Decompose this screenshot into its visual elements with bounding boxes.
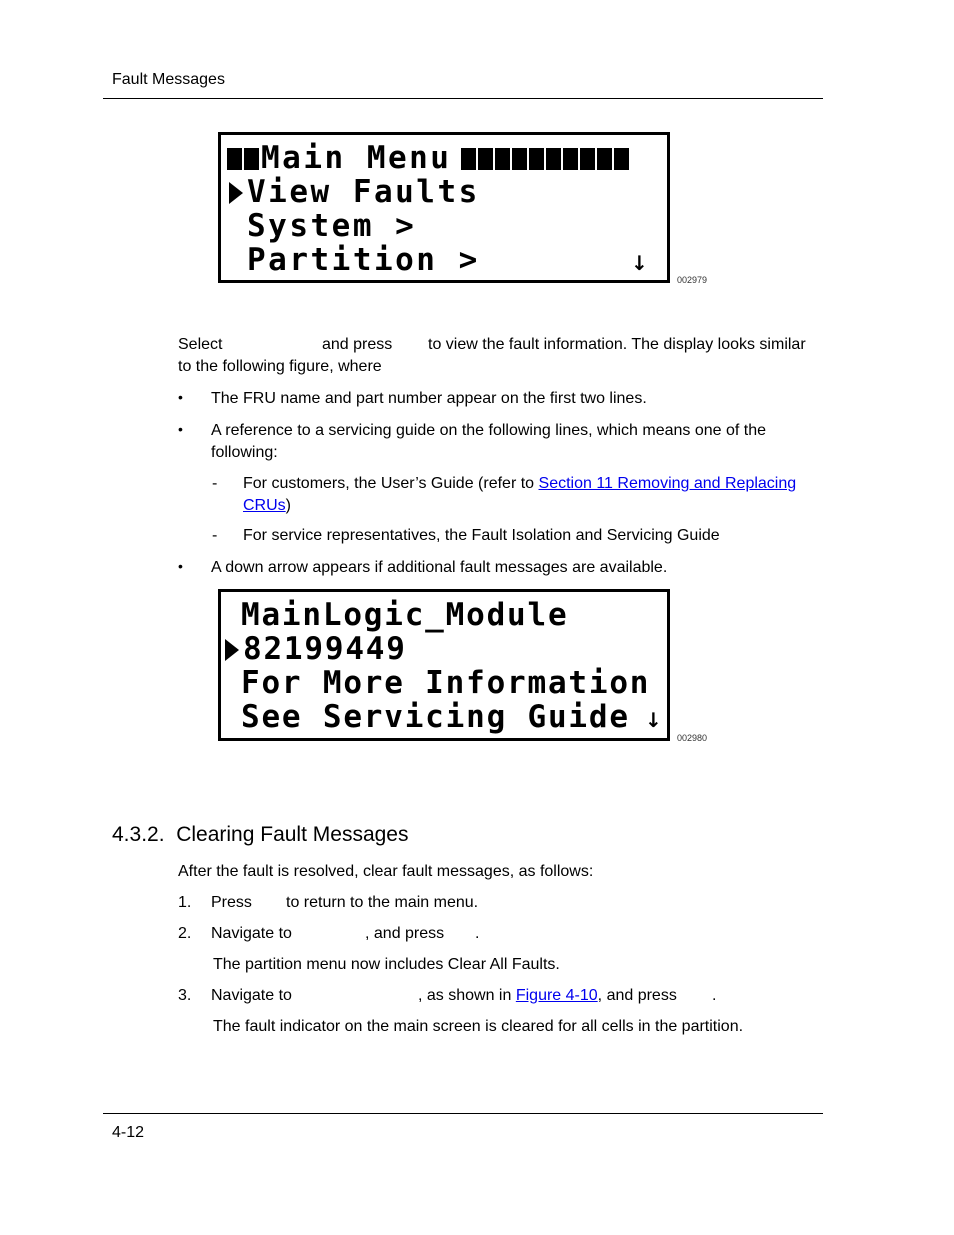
lcd-line-4: Partition > (247, 242, 480, 278)
down-arrow-icon: ↓ (631, 251, 648, 275)
lcd-main-menu-figure (218, 132, 670, 283)
step-2-text-a: Navigate to (211, 925, 292, 942)
figure-id: 002980 (677, 733, 708, 743)
sub-bullet-1-line2 (243, 495, 291, 517)
bullet-dot: • (178, 558, 183, 574)
section-11-link[interactable]: Section 11 Removing and Replacing (538, 475, 797, 492)
lcd-line-3: System > (247, 208, 417, 244)
step-3-as-shown: , as shown in (418, 987, 512, 1004)
bullet-dot: • (178, 389, 183, 405)
figure-id: 002979 (677, 275, 708, 285)
para-and-press: and press (322, 336, 393, 353)
lcd-block-icon (227, 148, 242, 170)
lcd-view-faults: View Faults (247, 174, 480, 210)
para-rest: to view the fault information. The display looks similar (428, 336, 806, 353)
lcd-block-icon (244, 148, 259, 170)
figure-4-10-link[interactable]: Figure 4-10 (515, 987, 598, 1004)
pointer-icon (229, 182, 243, 204)
down-arrow-icon: ↓ (645, 708, 662, 732)
para-select: Select (178, 336, 223, 353)
step-1-text-a: Press (211, 894, 252, 911)
bullet-dot: • (178, 421, 183, 437)
header-rule (103, 98, 823, 99)
step-3-and-press: , and press (597, 987, 677, 1004)
running-header: Fault Messages (112, 71, 225, 88)
sub-bullet-1-prefix: For customers, the User’s Guide (refer to (243, 475, 535, 492)
lcd2-part-number: 82199449 (243, 631, 407, 667)
bullet-1: The FRU name and part number appear on the first two lines. (211, 390, 647, 407)
bullet-2-line2: following: (211, 444, 278, 461)
sub-bullet-1-suffix: ) (285, 497, 291, 514)
lcd2-line-2 (225, 632, 407, 666)
step-1-text-b: to return to the main menu. (286, 894, 479, 911)
lcd2-line-4: See Servicing Guide (241, 699, 630, 735)
step-2-note: The partition menu now includes Clear All Faults. (213, 956, 560, 973)
section-intro: After the fault is resolved, clear fault messages, as follows: (178, 863, 594, 880)
sub-dash: - (212, 475, 218, 492)
step-3-number: 3. (178, 987, 192, 1004)
step-3-text-a: Navigate to (211, 987, 292, 1004)
lcd2-line-3: For More Information (241, 665, 651, 701)
lcd2-line-1: MainLogic_Module (241, 597, 569, 633)
bullet-3: A down arrow appears if additional fault messages are available. (211, 559, 668, 576)
step-3-text-d: . (712, 987, 717, 1004)
step-2-text-c: . (475, 925, 480, 942)
step-2-text-b: , and press (365, 925, 445, 942)
lcd-line-1 (227, 141, 631, 175)
lcd-line-2 (229, 175, 480, 209)
lcd-fault-figure (218, 589, 670, 741)
sub-bullet-2: For service representatives, the Fault Isolation and Servicing Guide (243, 527, 720, 544)
step-3-note: The fault indicator on the main screen is cleared for all cells in the partition. (213, 1018, 744, 1035)
step-2-number: 2. (178, 925, 192, 942)
page-number: 4-12 (112, 1124, 145, 1141)
sub-dash: - (212, 527, 218, 544)
para-line2: to the following figure, where (178, 358, 382, 375)
bullet-2-line1: A reference to a servicing guide on the following lines, which means one of the (211, 422, 766, 439)
crus-link[interactable]: CRUs (243, 497, 286, 514)
sub-bullet-1 (243, 473, 796, 495)
pointer-icon (225, 639, 239, 661)
lcd-menu-title: Main Menu (261, 140, 452, 176)
section-heading: 4.3.2. Clearing Fault Messages (112, 823, 409, 846)
footer-rule (103, 1113, 823, 1114)
step-1-number: 1. (178, 894, 192, 911)
step-3-text-b (418, 985, 677, 1007)
